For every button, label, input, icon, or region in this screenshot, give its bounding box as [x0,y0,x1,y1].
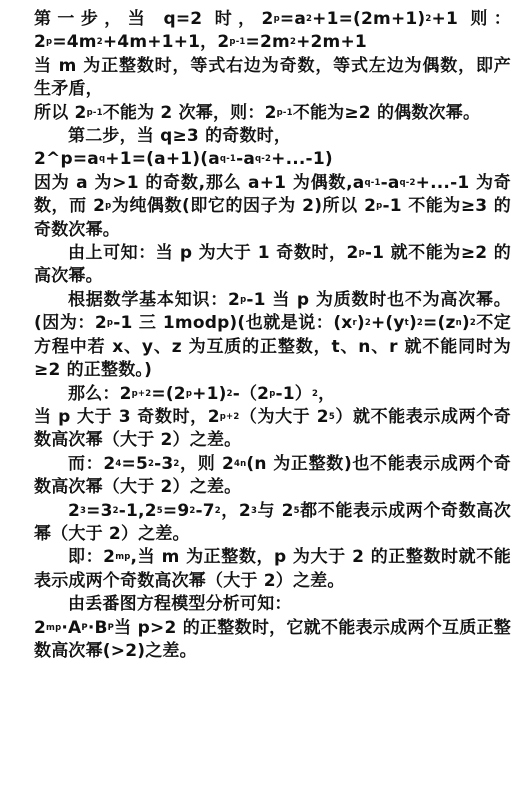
superscript: p [240,294,247,305]
text-run: -1 不能为≥3 的奇数次幂。 [34,196,512,240]
text-run: 那么：2 [68,383,132,404]
text-run: ）就不能表示成两个奇数高次幂（大于 2）之差。 [34,406,511,451]
superscript: 2 [214,505,221,516]
text-run: 第二步，当 q≥3 的奇数时， [68,126,292,147]
superscript: 4n [234,458,247,469]
text-run: -1 当 p 为质数时也不为高次幂。(因为：2 [34,289,511,334]
superscript: 2 [96,37,103,48]
text-run: ) [356,313,365,334]
text-run: -7 [195,500,215,521]
paragraph [34,8,511,55]
text-run: ) [461,313,470,334]
superscript: p-1 [229,37,246,48]
text-run: =2m [245,32,290,53]
text-run: ·A [61,617,82,638]
text-run: -1,2 [118,500,157,521]
paragraph [34,242,511,289]
superscript: 2 [112,505,119,516]
superscript: 4 [115,458,122,469]
text-run: 而：2 [68,453,116,474]
superscript: mp [46,622,62,633]
paragraph [34,406,511,453]
text-run: -1） [275,383,312,404]
superscript: 2 [289,37,297,48]
text-run: 2 [68,500,81,521]
paragraph [34,148,511,171]
text-run: 当 p 大于 3 奇数时，2 [34,406,220,427]
text-run: -a [380,172,400,193]
text-run: -a [236,149,255,170]
text-run: （为大于 2 [239,406,329,427]
text-run: ，2 [220,500,251,521]
text-run: +(y [370,313,405,334]
superscript: 2 [416,318,424,329]
superscript: t [404,318,409,329]
text-run: =(2 [151,383,186,404]
superscript: 5 [328,411,335,422]
superscript: p [269,388,276,399]
superscript: P [81,622,88,633]
superscript: 2 [148,458,155,469]
superscript: p-1 [86,107,103,118]
text-run: +1=(2m+1) [312,9,426,29]
text-run: =5 [121,453,148,474]
text-run: -1 三 1modp)(也就是说：(x [113,313,353,334]
superscript: 2 [189,505,196,516]
text-run: 与 2 [257,500,294,521]
text-run: +...-1 为奇数，而 2 [34,172,511,217]
superscript: 2 [364,318,371,329]
text-run: ， [318,383,336,404]
paragraph [34,289,511,383]
text-run: -1 就不能为≥2 的高次幂。 [34,243,511,287]
text-run: +4m+1+1，2 [102,32,230,53]
text-run: 2^p=a [34,149,99,170]
text-run: =9 [162,500,190,521]
text-run: 不能为 2 次幂，则：2 [102,102,277,123]
superscript: p [106,318,114,329]
text-run: 不定方程中若 x、y、z 为互质的正整数，t、n、r 就不能同时为≥2 的正整数。) [34,313,511,381]
text-run: ) [408,313,417,334]
superscript: p [376,201,383,212]
superscript: 5 [156,505,163,516]
superscript: p-1 [276,107,293,118]
superscript: p [105,201,112,212]
text-run: 都不能表示成两个奇数高次幂（大于 2）之差。 [34,500,511,544]
paragraph [34,500,511,547]
text-run: 当 p>2 的正整数时，它就不能表示成两个互质正整数高次幂(>2)之差。 [34,617,511,661]
paragraph [34,383,511,406]
paragraph [34,617,511,664]
text-run: ,当 m 为正整数，p 为大于 2 的正整数时就不能表示成两个奇数高次幂（大于 2）之差。 [34,547,511,591]
text-run: (n 为正整数)也不能表示成两个奇数高次幂（大于 2）之差。 [34,453,511,498]
text-run: 根据数学基本知识：2 [68,289,241,310]
superscript: p [46,37,53,48]
paragraph [34,125,511,148]
superscript: p [358,248,365,259]
text-run: -3 [154,453,174,474]
text-run: ，则 2 [179,453,234,474]
superscript: 2 [226,388,233,399]
paragraph [34,55,511,102]
superscript: r [352,318,357,329]
text-run: +...-1) [271,149,333,170]
text-run: 当 m 为正整数时，等式右边为奇数，等式左边为偶数，即产生矛盾， [34,55,511,100]
superscript: 2 [425,14,432,25]
superscript: 3 [250,505,258,516]
text-run: 由上可知：当 p 为大于 1 奇数时，2 [68,243,359,264]
superscript: 2 [173,458,180,469]
text-run: +1=(a+1)(a [105,149,220,170]
superscript: p+2 [131,388,152,399]
paragraph [34,453,511,500]
paragraph [34,172,511,242]
superscript: q-1 [364,177,381,188]
paragraph [34,593,511,616]
superscript: q-2 [255,154,272,165]
superscript: q-1 [219,154,237,165]
superscript: p+2 [219,411,240,422]
superscript: q-2 [399,177,416,188]
paragraph [34,102,511,125]
text-run: 因为 a 为>1 的奇数,那么 a+1 为偶数,a [34,172,365,193]
superscript: 2 [311,388,319,399]
text-run: 由丢番图方程模型分析可知： [68,594,292,615]
text-run: ·B [87,617,108,638]
text-run: =a [279,9,306,29]
text-run: +2m+1 [296,32,367,53]
superscript: 3 [80,505,87,516]
superscript: 2 [306,14,313,25]
text-run: =4m [52,32,97,53]
superscript: n [455,318,462,329]
text-run: +1) [192,383,227,404]
text-run: 第一步，当 q=2 时，2 [34,9,274,29]
text-run: 不能为≥2 的偶数次幂。 [292,102,481,123]
superscript: 5 [293,505,300,516]
superscript: q [98,154,106,165]
text-run: 为纯偶数(即它的因子为 2)所以 2 [111,196,377,217]
text-run: 2 [34,617,47,638]
text-run: 即：2 [68,547,116,568]
text-run: =3 [86,500,113,521]
superscript: 2 [469,318,476,329]
paragraph [34,546,511,593]
text-run: 所以 2 [34,102,87,123]
superscript: p [185,388,193,399]
text-run: -（2 [232,383,270,404]
superscript: P [107,622,115,633]
text-run: =(z [423,313,456,334]
superscript: p [273,14,280,25]
superscript: mp [115,552,131,563]
text-run: +1 则：2 [34,9,511,53]
